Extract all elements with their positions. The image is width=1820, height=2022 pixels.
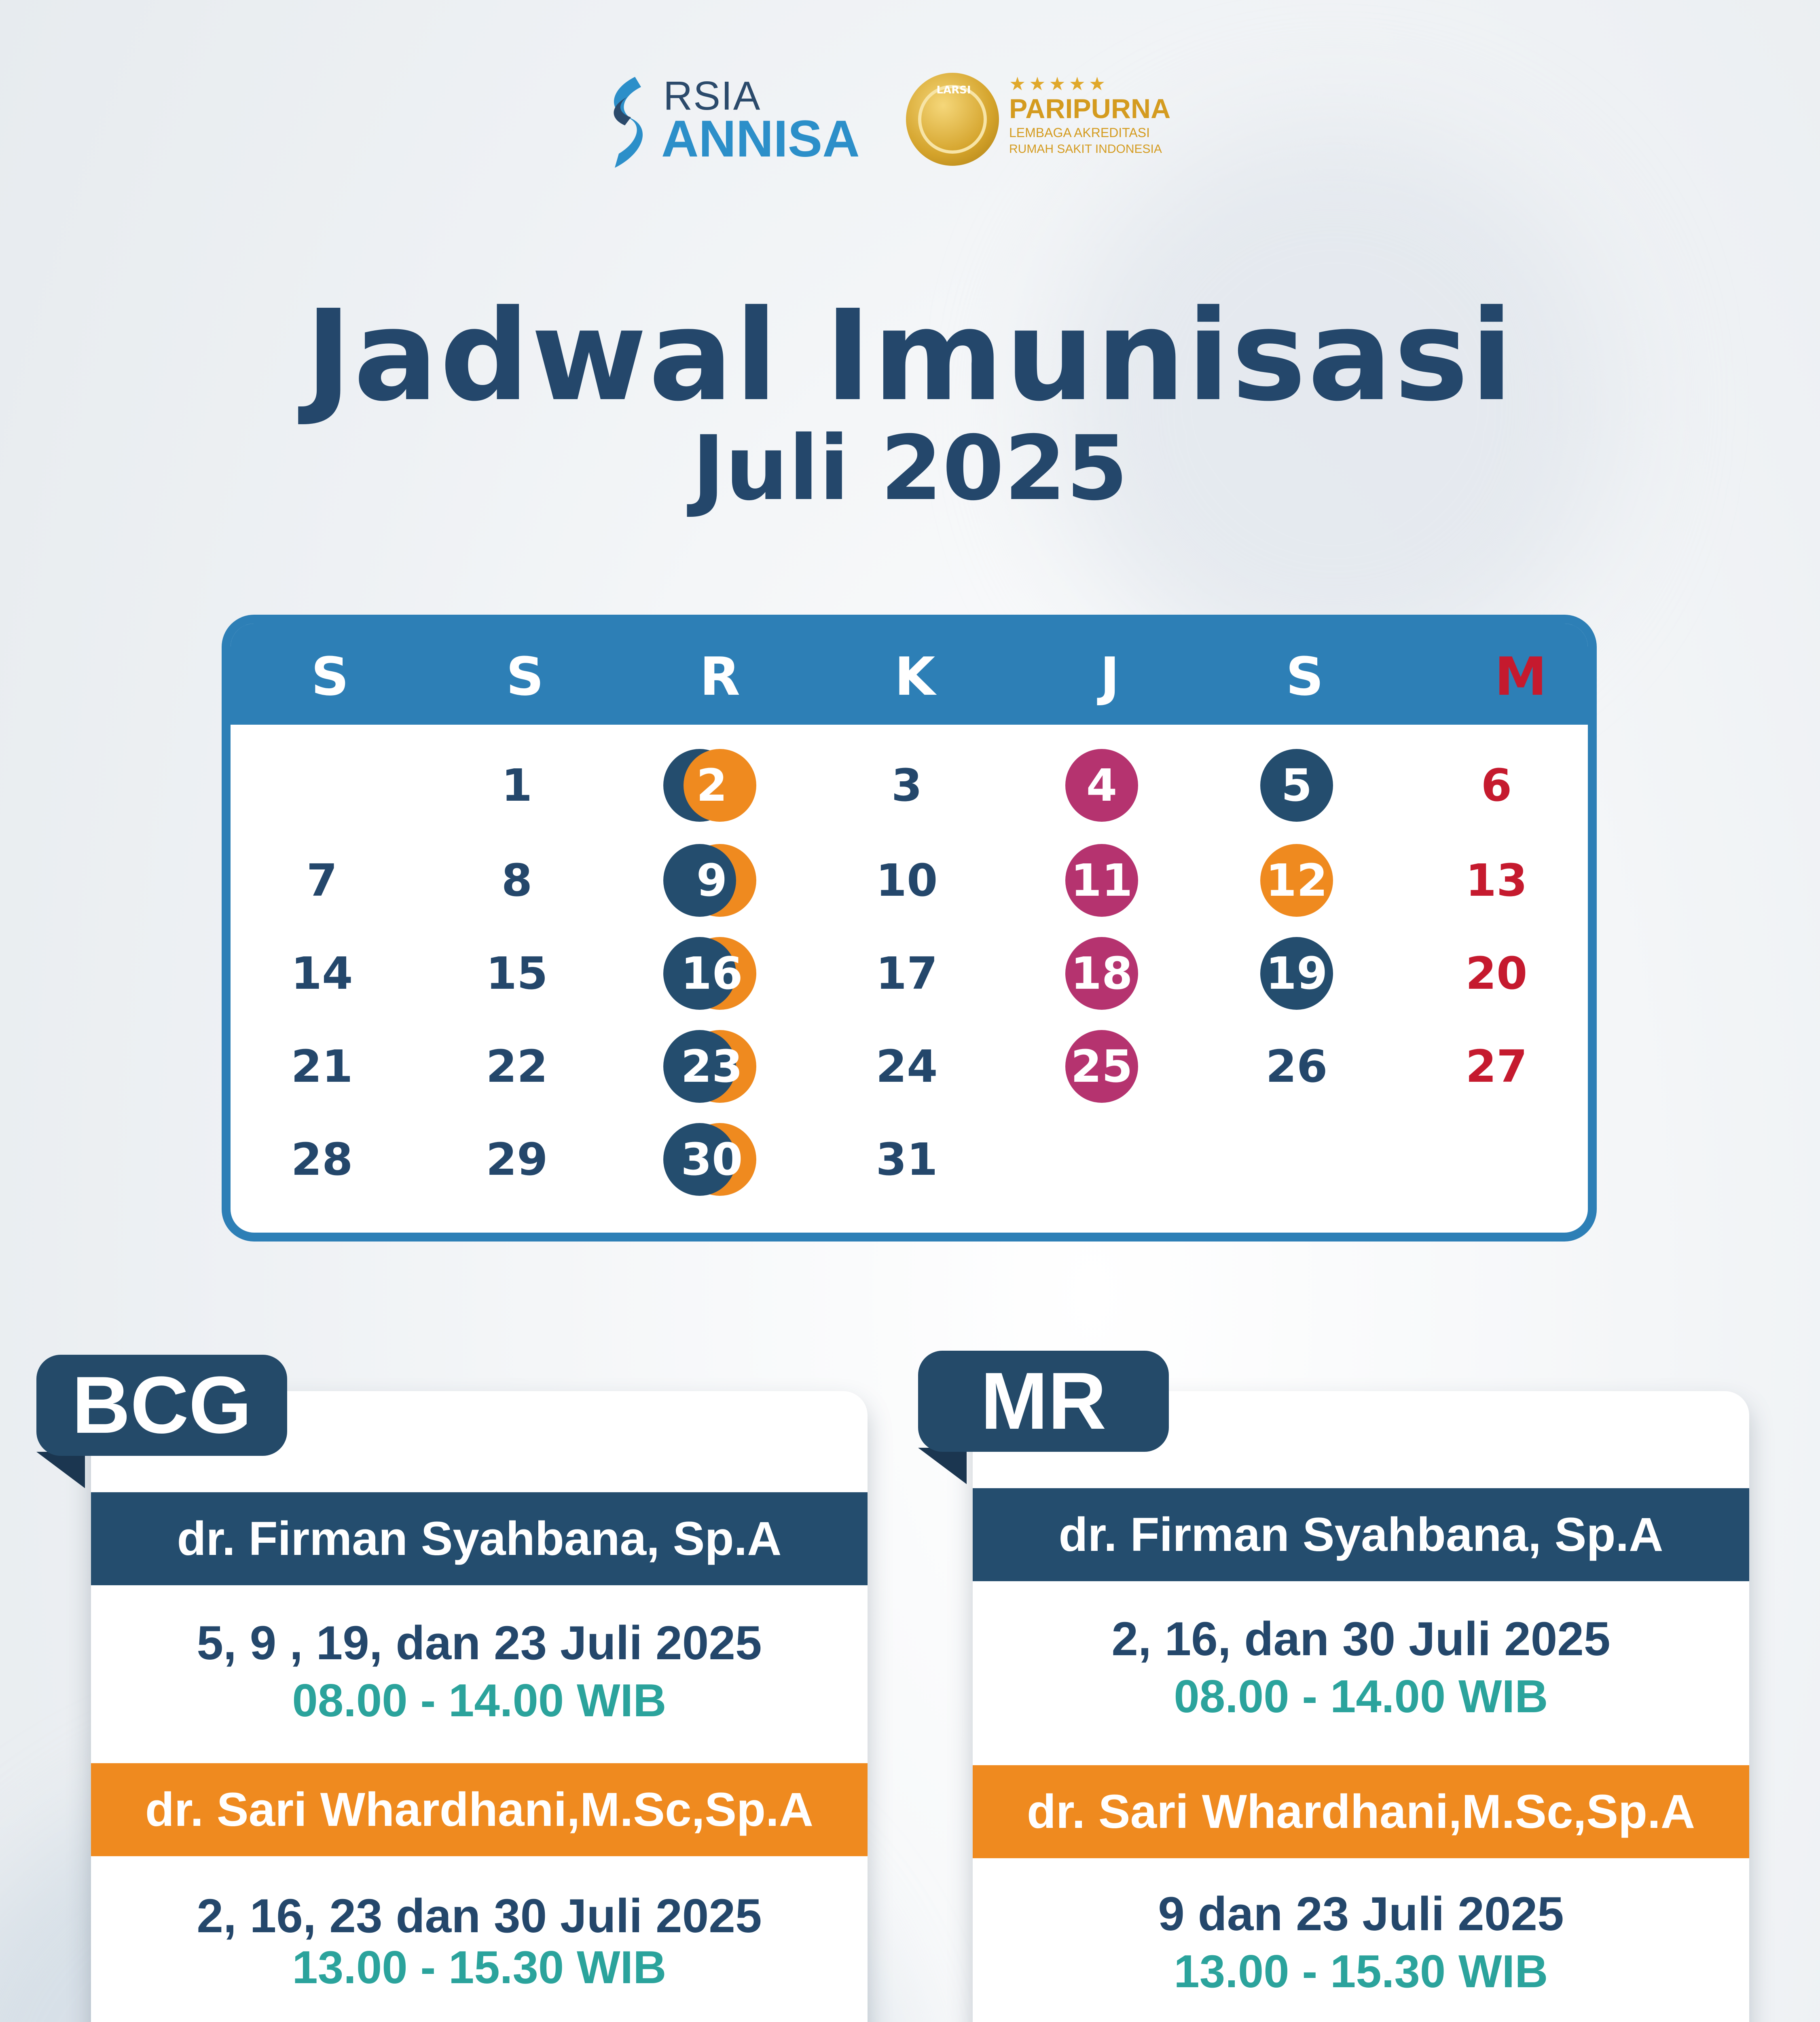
- calendar-day-sunday: 13: [1465, 854, 1528, 906]
- mr-doctor1-dates: 2, 16, dan 30 Juli 2025: [1111, 1612, 1610, 1666]
- calendar-day: 15: [486, 948, 548, 999]
- calendar-day: 19: [1266, 948, 1328, 999]
- calendar-day-sunday: 27: [1465, 1041, 1528, 1092]
- mr-card: [973, 1391, 1749, 2022]
- calendar-day: 25: [1071, 1041, 1133, 1092]
- calendar-day: 28: [291, 1134, 353, 1185]
- paripurna-accreditation-logo: [906, 69, 1197, 174]
- mr-doctor2-time: 13.00 - 15.30 WIB: [1174, 1946, 1548, 1997]
- calendar-day: 30: [681, 1134, 743, 1185]
- page-subtitle: Juli 2025: [692, 417, 1128, 520]
- calendar-day: 9: [696, 854, 728, 906]
- mr-tag: MR: [918, 1351, 1169, 1452]
- calendar-day: 7: [306, 854, 338, 906]
- mr-doctor2-band: dr. Sari Whardhani,M.Sc,Sp.A: [973, 1765, 1749, 1858]
- calendar-day: 29: [486, 1134, 548, 1185]
- calendar-header: [231, 624, 1588, 725]
- calendar-day: 14: [291, 948, 353, 999]
- bcg-doctor1-time: 08.00 - 14.00 WIB: [292, 1675, 667, 1726]
- calendar-day: 23: [681, 1041, 743, 1092]
- calendar-day: 8: [501, 854, 533, 906]
- calendar-day: 22: [486, 1041, 548, 1092]
- mr-doctor1-band: dr. Firman Syahbana, Sp.A: [973, 1488, 1749, 1581]
- logo-prefix: RSIA: [663, 73, 761, 118]
- weekday-label: S: [311, 646, 349, 707]
- rsia-annisa-logo: [603, 69, 861, 174]
- calendar-day: 12: [1266, 854, 1328, 906]
- calendar: [222, 615, 1597, 1242]
- weekday-label: R: [699, 646, 741, 707]
- calendar-day: 24: [876, 1041, 938, 1092]
- weekday-label: S: [1286, 646, 1324, 707]
- calendar-day: 1: [501, 759, 533, 811]
- weekday-label-sunday: M: [1494, 646, 1547, 707]
- calendar-day: 11: [1071, 854, 1133, 906]
- calendar-day: 31: [876, 1134, 938, 1185]
- mr-doctor1-time: 08.00 - 14.00 WIB: [1174, 1671, 1548, 1722]
- weekday-label: K: [894, 646, 935, 707]
- calendar-day: 2: [696, 759, 728, 811]
- stars-icon: ★★★★★: [1009, 73, 1109, 95]
- calendar-day: 26: [1266, 1041, 1328, 1092]
- weekday-label: J: [1100, 646, 1120, 707]
- medal-icon: [906, 73, 999, 166]
- page-title: Jadwal Imunisasi: [305, 283, 1515, 429]
- calendar-day: 18: [1071, 948, 1133, 999]
- accreditation-title: PARIPURNA: [1009, 93, 1171, 124]
- calendar-day: 21: [291, 1041, 353, 1092]
- bcg-doctor1-band: dr. Firman Syahbana, Sp.A: [91, 1492, 868, 1585]
- calendar-day-sunday: 20: [1465, 948, 1528, 999]
- calendar-day: 16: [681, 948, 743, 999]
- accreditation-line2: RUMAH SAKIT INDONESIA: [1009, 142, 1162, 156]
- calendar-day: 17: [876, 948, 938, 999]
- calendar-day: 5: [1281, 759, 1312, 811]
- logo-name: ANNISA: [661, 110, 860, 168]
- calendar-day: 3: [891, 759, 923, 811]
- mr-doctor2-dates: 9 dan 23 Juli 2025: [1158, 1887, 1564, 1941]
- tag-fold: [918, 1448, 967, 1484]
- bcg-doctor1-dates: 5, 9 , 19, dan 23 Juli 2025: [197, 1616, 762, 1670]
- bcg-card: [91, 1391, 868, 2022]
- bcg-doctor2-time: 13.00 - 15.30 WIB: [292, 1942, 667, 1993]
- tag-fold: [36, 1452, 85, 1488]
- calendar-day: 4: [1086, 759, 1117, 811]
- calendar-day-sunday: 6: [1481, 759, 1512, 811]
- accreditation-line1: LEMBAGA AKREDITASI: [1009, 125, 1150, 140]
- bcg-doctor2-dates: 2, 16, 23 dan 30 Juli 2025: [197, 1889, 762, 1943]
- weekday-label: S: [506, 646, 544, 707]
- medal-label: LARSI: [936, 84, 971, 96]
- bcg-doctor2-band: dr. Sari Whardhani,M.Sc,Sp.A: [91, 1763, 868, 1856]
- annisa-logo-icon: [603, 73, 651, 170]
- bcg-tag: BCG: [36, 1355, 287, 1456]
- calendar-day: 10: [876, 854, 938, 906]
